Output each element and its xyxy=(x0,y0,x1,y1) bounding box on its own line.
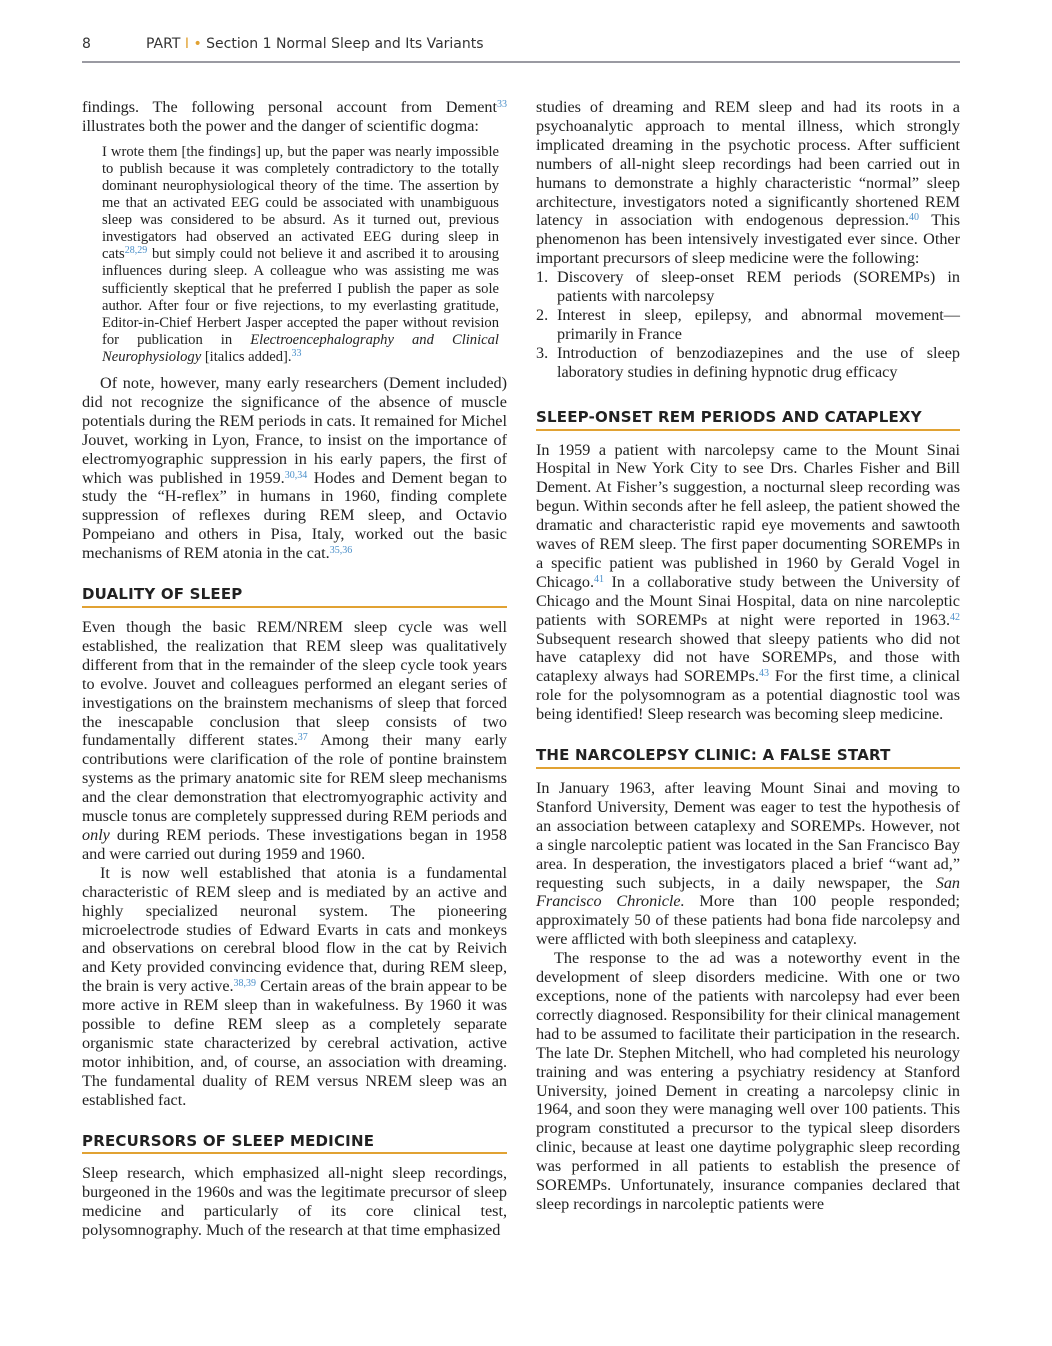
block-quote: I wrote them [the findings] up, but the paper was nearly impossible to publish because it was completely contradictory to the totally dominant neurophysiological theory of the time. The assertion by me that an activated EEG could be associated with unambiguous sleep was considered to be absurd. As it turned out, previous investigators had observed an activated EEG during sleep in cats$^{28,29}$ but simply could not believe it and ascribed it to arousing influences during sleep. A colleague who was assisting me was sufficiently skeptical that he preferred I publish the paper as sole author. After four or five rejections, to my everlasting gratitude, Editor-in-Chief Herbert Jasper accepted the paper without revision for publication in Electroencephalography and Clinical Neurophysiology [italics added].$^{33}$ xyxy=(102,143,499,365)
paragraph: findings. The following personal account from Dement$^{33}$ illustrates both the power and the danger of scientific dogma: xyxy=(82,98,507,135)
header-rule xyxy=(82,61,960,63)
citation[interactable]: 41 xyxy=(594,573,604,585)
paragraph: studies of dreaming and REM sleep and had its roots in a psychoanalytic approach to mental illness, which strongly implicated dreaming in the psychotic process. After sufficient numbers of all-night sleep recordings had been carried out in humans to demonstrate a highly characteristic “normal” sleep architecture, investigators noted a significantly shortened REM latency in association with endogenous depression.$^{40}$ This phenomenon has been intensively investigated ever since. Other important precursors of sleep medicine were the following: xyxy=(536,98,960,268)
left-column xyxy=(82,98,507,1240)
precursor-list xyxy=(536,268,960,381)
journal-title: Electroencephalography and Clinical Neurophysiology xyxy=(102,331,499,365)
citation[interactable]: 43 xyxy=(758,668,769,680)
newspaper-title: San Francisco Chronicle. xyxy=(536,873,960,911)
list-number: 3. xyxy=(536,343,549,362)
paragraph: It is now well established that atonia is a fundamental characteristic of REM sleep and is mediated by an active and highly specialized neuronal system. The pioneering microelectrode studies of Edward Evarts in cats and monkeys and observations on cerebral blood flow in the cat by Reivich and Kety provided convincing evidence that, during REM sleep, the brain is very active.$^{38,39}$ Certain areas of the brain appear to be more active in REM sleep than in wakefulness. By 1960 it was possible to define REM sleep as a completely separate organismic state characterized by cerebral activation, active motor inhibition, and, of course, an association with dreaming. The fundamental duality of REM versus NREM sleep was an established fact. xyxy=(82,863,507,1109)
emphasis: only xyxy=(82,825,110,844)
section-heading-clinic: THE NARCOLEPSY CLINIC: A FALSE START xyxy=(536,746,960,769)
citation[interactable]: 42 xyxy=(950,611,960,623)
running-head xyxy=(146,36,484,52)
list-item xyxy=(536,268,960,306)
section-label: Section xyxy=(206,36,259,52)
citation[interactable]: 37 xyxy=(297,732,308,744)
citation[interactable]: 28,29 xyxy=(124,245,148,257)
section-heading-sorp: SLEEP-ONSET REM PERIODS AND CATAPLEXY xyxy=(536,408,960,431)
list-number: 1. xyxy=(536,268,549,287)
right-column xyxy=(536,98,960,1214)
bullet-separator: • xyxy=(193,36,202,52)
list-text: Introduction of benzodiazepines and the use of sleep laboratory studies in defining hypnotic drug efficacy xyxy=(557,343,960,381)
citation[interactable]: 30,34 xyxy=(284,469,308,481)
citation[interactable]: 35,36 xyxy=(329,545,353,557)
list-text: Interest in sleep, epilepsy, and abnormal movement—primarily in France xyxy=(557,305,960,343)
list-text: Discovery of sleep-onset REM periods (SOREMPs) in patients with narcolepsy xyxy=(557,268,960,306)
page-header xyxy=(0,0,1052,64)
section-heading-duality: DUALITY OF SLEEP xyxy=(82,585,507,608)
section-title: Normal Sleep and Its Variants xyxy=(276,36,484,52)
section-number: 1 xyxy=(262,36,272,52)
list-item xyxy=(536,306,960,344)
paragraph: Sleep research, which emphasized all-night sleep recordings, burgeoned in the 1960s and was the legitimate precursor of sleep medicine and particularly of its core clinical test, polysomnography. Much of the research at that time emphasized xyxy=(82,1164,507,1240)
section-heading-precursors: PRECURSORS OF SLEEP MEDICINE xyxy=(82,1132,507,1155)
paragraph: Even though the basic REM/NREM sleep cycle was well established, the realization that REM sleep was qualitatively different from that in the remainder of the sleep cycle took years to evolve. Jouvet and colleagues performed an elegant series of investigations on the brainstem mechanisms of sleep that forced the inescapable conclusion that sleep consists of two fundamentally different states.$^{37}$ Among their many early contributions were clarification of the role of pontine brainstem systems as the primary anatomic site for REM sleep mechanisms and the clear demonstration that electromyographic activity and muscle tonus are completely suppressed during REM periods and only during REM periods. These investigations began in 1958 and were carried out during 1959 and 1960. xyxy=(82,618,507,863)
page-number: 8 xyxy=(82,36,91,52)
paragraph: Of note, however, many early researchers (Dement included) did not recognize the significance of the absence of muscle potentials during the REM periods in cats. It remained for Michel Jouvet, working in Lyon, France, to insist on the importance of electromyographic suppression in his early papers, the first of which was published in 1959.$^{30,34}$ Hodes and Dement began to study the “H-reflex” in humans in 1960, finding complete suppression of reflexes during REM sleep, and Octavio Pompeiano and others in Pisa, Italy, worked out the basic mechanisms of REM atonia in the cat.$^{35,36}$ xyxy=(82,374,507,563)
list-item xyxy=(536,344,960,382)
citation[interactable]: 33 xyxy=(291,347,302,359)
citation[interactable]: 38,39 xyxy=(233,978,257,990)
paragraph: In 1959 a patient with narcolepsy came to the Mount Sinai Hospital in New York City to see Drs. Charles Fisher and Bill Dement. At Fisher’s suggestion, a nocturnal sleep recording was begun. Within seconds after he fell asleep, the patient showed the dramatic and characteristic rapid eye movements and sawtooth waves of REM sleep. The first paper documenting SOREMPs in a specific patient was published in 1960 by Gerald Vogel in Chicago.$^{41}$ In a collaborative study between the University of Chicago and the Mount Sinai Hospital, data on nine narcoleptic patients with SOREMPs at night were reported in 1963.42 Subsequent research showed that sleepy patients who did not have cataplexy did not have SOREMPs, and those with cataplexy always had SOREMPs.$^{43}$ For the first time, a clinical role for the polysomnogram as a potential diagnostic tool was being identified! Sleep research was becoming sleep medicine. xyxy=(536,440,960,724)
part-label: PART xyxy=(146,36,181,52)
citation[interactable]: 33 xyxy=(497,99,507,110)
paragraph: In January 1963, after leaving Mount Sinai and moving to Stanford University, Dement was eager to test the hypothesis of an association between cataplexy and SOREMPs. However, not a single narcoleptic patient was located in the San Francisco Bay area. In desperation, the investigators placed a brief “want ad,” requesting such subjects, in a daily newspaper, the San Francisco Chronicle. More than 100 people responded; approximately 50 of these patients had bona fide narcolepsy and were afflicted with both sleepiness and cataplexy. xyxy=(536,779,960,949)
list-number: 2. xyxy=(536,305,549,324)
part-number: I xyxy=(184,36,189,52)
paragraph: The response to the ad was a noteworthy event in the development of sleep disorders medicine. With one or two exceptions, none of the patients with narcolepsy had ever been correctly diagnosed. Responsibility for their clinical management had to be assumed to facilitate their participation in the research. The late Dr. Stephen Mitchell, who had completed his neurology training and was entering a psychiatry residency at Stanford University, joined Dement in creating a narcolepsy clinic in 1964, and soon they were managing well over 100 patients. This program constituted a precursor to the typical sleep disorders clinic, because at least one daytime polygraphic sleep recording was performed in all patients to establish the presence of SOREMPs. Unfortunately, insurance companies declared that sleep recordings in narcoleptic patients were xyxy=(536,949,960,1213)
citation[interactable]: 40 xyxy=(909,212,920,224)
